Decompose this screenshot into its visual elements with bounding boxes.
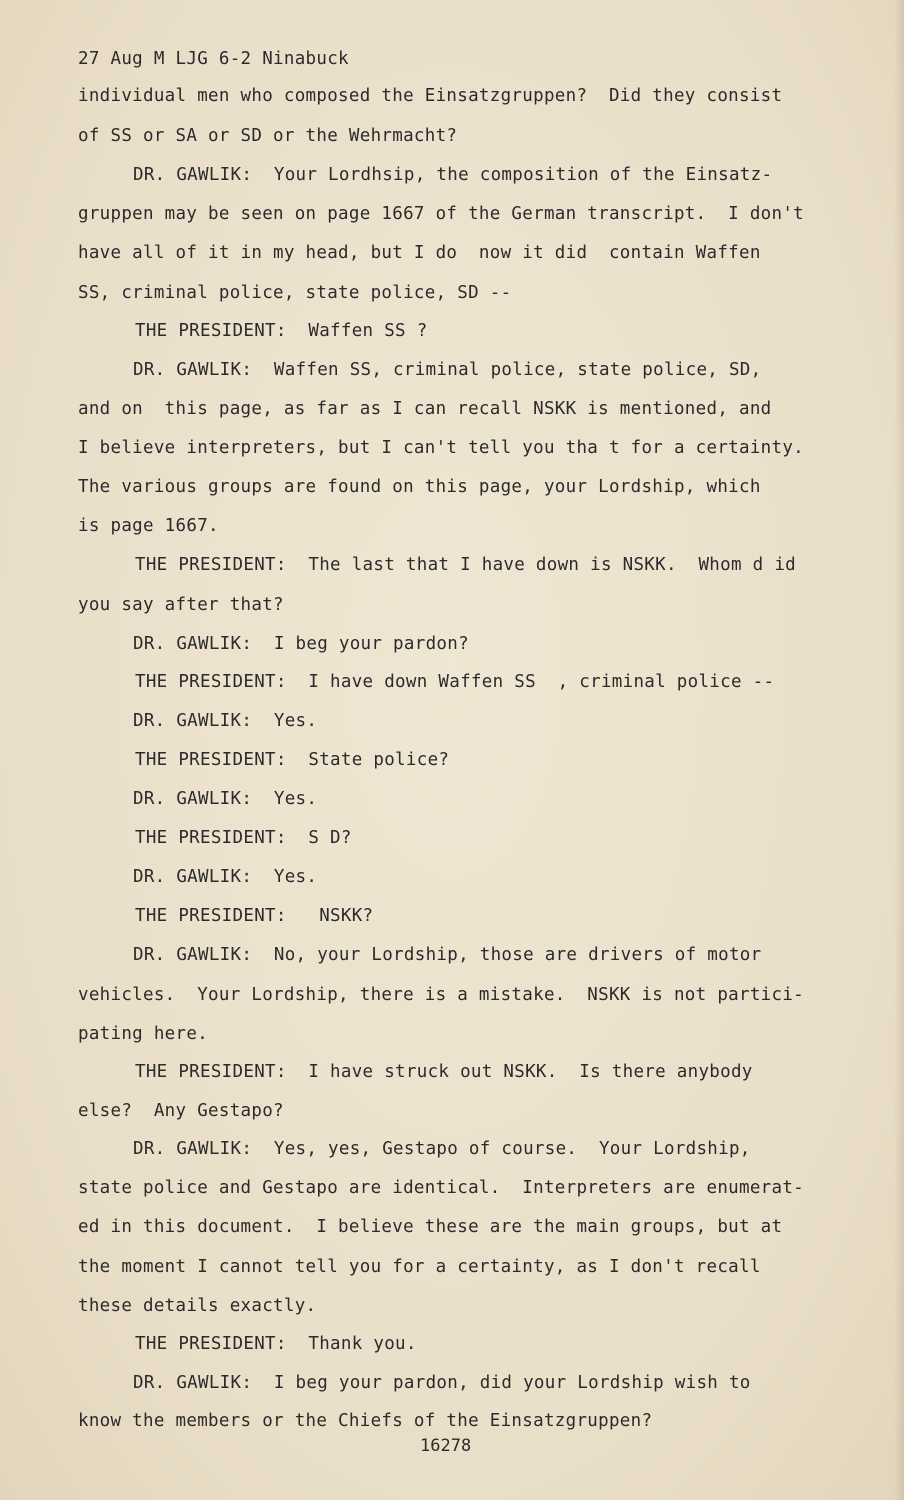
transcript-line: individual men who composed the Einsatzgruppen? Did they consist <box>78 86 783 106</box>
transcript-line: THE PRESIDENT: S D? <box>135 828 352 848</box>
transcript-line: THE PRESIDENT: Waffen SS ? <box>135 321 428 341</box>
transcript-line: the moment I cannot tell you for a certainty, as I don't recall <box>78 1257 761 1277</box>
page-edge-shadow <box>894 0 904 1500</box>
transcript-line: THE PRESIDENT: I have down Waffen SS , criminal police -- <box>135 672 775 692</box>
transcript-line: DR. GAWLIK: Yes. <box>133 867 318 887</box>
transcript-line: DR. GAWLIK: Yes. <box>133 789 318 809</box>
transcript-line: DR. GAWLIK: Yes, yes, Gestapo of course. Your Lordship, <box>133 1139 751 1159</box>
transcript-line: DR. GAWLIK: Your Lordhsip, the composition of the Einsatz- <box>133 165 773 185</box>
transcript-line: you say after that? <box>78 595 284 615</box>
transcript-line: THE PRESIDENT: I have struck out NSKK. Is there anybody <box>135 1062 753 1082</box>
transcript-line: THE PRESIDENT: NSKK? <box>135 906 374 926</box>
transcript-line: state police and Gestapo are identical. Interpreters are enumerat- <box>78 1178 805 1198</box>
page-header: 27 Aug M LJG 6-2 Ninabuck <box>78 49 349 69</box>
transcript-line: THE PRESIDENT: The last that I have down is NSKK. Whom d id <box>135 555 796 575</box>
transcript-line: and on this page, as far as I can recall NSKK is mentioned, and <box>78 399 772 419</box>
transcript-line: these details exactly. <box>78 1296 317 1316</box>
transcript-line: THE PRESIDENT: Thank you. <box>135 1334 417 1354</box>
transcript-line: DR. GAWLIK: Yes. <box>133 711 318 731</box>
transcript-line: DR. GAWLIK: I beg your pardon? <box>133 634 469 654</box>
transcript-line: SS, criminal police, state police, SD -- <box>78 283 512 303</box>
transcript-line: ed in this document. I believe these are the main groups, but at <box>78 1217 783 1237</box>
transcript-line: DR. GAWLIK: Waffen SS, criminal police, state police, SD, <box>133 360 762 380</box>
page-number: 16278 <box>420 1436 472 1456</box>
transcript-line: vehicles. Your Lordship, there is a mistake. NSKK is not partici- <box>78 985 805 1005</box>
transcript-line: The various groups are found on this page, your Lordship, which <box>78 477 761 497</box>
transcript-line: of SS or SA or SD or the Wehrmacht? <box>78 126 458 146</box>
transcript-line: is page 1667. <box>78 516 219 536</box>
transcript-line: know the members or the Chiefs of the Einsatzgruppen? <box>78 1411 653 1431</box>
transcript-line: have all of it in my head, but I do now it did contain Waffen <box>78 243 761 263</box>
transcript-line: THE PRESIDENT: State police? <box>135 750 450 770</box>
transcript-line: else? Any Gestapo? <box>78 1101 284 1121</box>
transcript-line: DR. GAWLIK: No, your Lordship, those are drivers of motor <box>133 945 762 965</box>
transcript-line: DR. GAWLIK: I beg your pardon, did your Lordship wish to <box>133 1373 751 1393</box>
transcript-line: I believe interpreters, but I can't tell you tha t for a certainty. <box>78 438 805 458</box>
transcript-line: gruppen may be seen on page 1667 of the German transcript. I don't <box>78 204 805 224</box>
transcript-line: pating here. <box>78 1024 209 1044</box>
